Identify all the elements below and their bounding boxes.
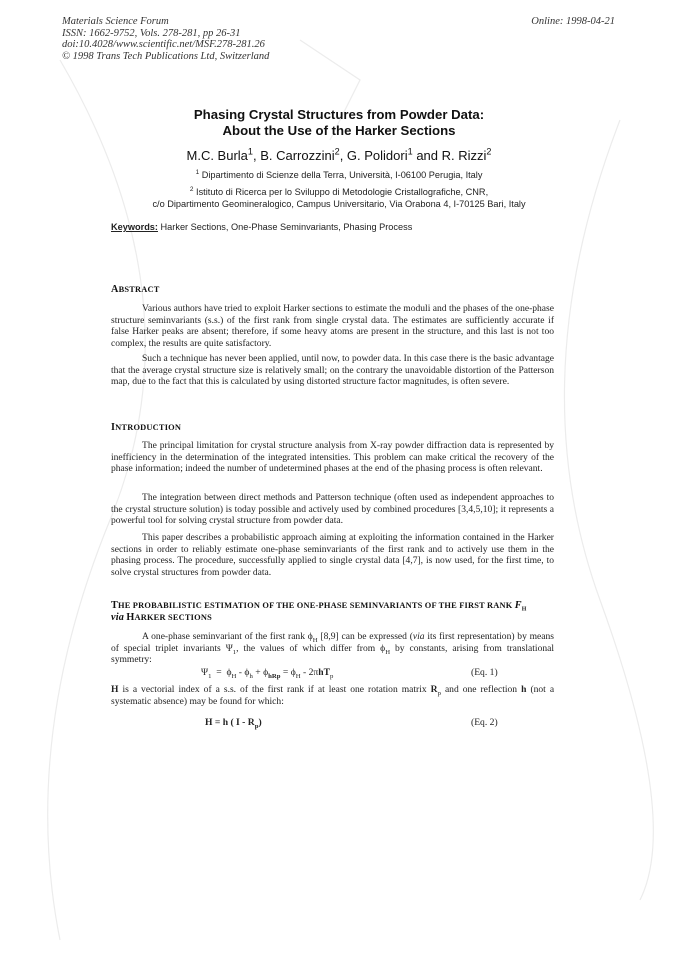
- author-burla: M.C. Burla: [186, 148, 248, 163]
- equation-1-label: (Eq. 1): [471, 667, 498, 678]
- introduction-paragraph-3: This paper describes a probabilistic approach aiming at exploiting the information contained in the Harker sections in order to reliably estimate one-phase seminvariants of the first rank and to actively use them in the phasing process. The procedure, successfully applied to single crystal data [4,7], is now used, for the first time, to solve crystal structures from powder data.: [111, 532, 554, 579]
- keywords-label: Keywords:: [111, 222, 158, 232]
- abstract-heading: ABSTRACT: [111, 284, 160, 295]
- title-line-2: About the Use of the Harker Sections: [222, 122, 456, 138]
- journal-name: Materials Science Forum: [62, 16, 169, 27]
- doi-line[interactable]: doi:10.4028/www.scientific.net/MSF.278-281.26: [62, 39, 265, 50]
- copyright-line: © 1998 Trans Tech Publications Ltd, Switzerland: [62, 50, 270, 62]
- author-carrozzini: B. Carrozzini: [260, 148, 335, 163]
- author-affil-sup: 2: [486, 146, 492, 157]
- keywords-text: Harker Sections, One-Phase Seminvariants, Phasing Process: [160, 222, 413, 232]
- affiliation-sup: 1: [195, 168, 200, 176]
- author-affil-sup: 2: [334, 146, 340, 157]
- affiliation-1: [0, 169, 678, 181]
- title-line-1: Phasing Crystal Structures from Powder Data:: [193, 107, 485, 122]
- equation-2-label: (Eq. 2): [471, 717, 498, 728]
- author-affil-sup: 1: [407, 146, 413, 157]
- online-date: Online: 1998-04-21: [531, 16, 615, 27]
- abstract-paragraph-2: Such a technique has never been applied, until now, to powder data. In this case there is the basic advantage that the average crystal structure size is relatively small; on the contrary the unavoidable distortion of the Patterson map, due to the fact that this is calculated by using distorted structure factor magnitudes, is often severe.: [111, 353, 554, 388]
- author-rizzi: R. Rizzi: [441, 148, 487, 163]
- author-affil-sup: 1: [247, 146, 253, 157]
- affiliation-1-text: Dipartimento di Scienze della Terra, Università, I-06100 Perugia, Italy: [201, 170, 483, 180]
- author-list: M.C. Burla$^1$, B. Carrozzini$^2$, G. Polidori$^1$ and R. Rizzi$^2$: [186, 146, 492, 163]
- affiliation-sup: 2: [189, 185, 194, 193]
- section-paragraph-1: A one-phase seminvariant of the first rank $\phi_H$ [8,9] can be expressed (via its first representation) by means of special triplet invariants $\Psi_1$, the values of which differ from $\phi_H$ by constants, arising from translational symmetry:: [111, 631, 555, 666]
- paper-title: [0, 107, 678, 138]
- affiliation-2-line-1: Istituto di Ricerca per lo Sviluppo di Metodologie Cristallografiche, CNR,: [196, 187, 489, 197]
- equation-2: H = h ( I - $R_p$): [205, 717, 262, 730]
- introduction-paragraph-2: The integration between direct methods and Patterson technique (often used as independent approaches to the crystal structure solution) is today possible and actively used by combined procedures [3,4,5,10]; it represents a powerful tool for solving crystal structure from powder data.: [111, 492, 554, 527]
- author-and: and: [416, 148, 439, 163]
- author-polidori: G. Polidori: [346, 148, 408, 163]
- section-paragraph-2: H is a vectorial index of a s.s. of the first rank if at least one rotation matrix $R_p$ and one reflection h (not a systematic absence) may be found for which:: [111, 684, 555, 707]
- equation-1: $\Psi_1 = \phi_H - \phi_h + \phi_{hRp} = \phi_H - 2\pi hT_p$: [201, 667, 334, 680]
- introduction-paragraph-1: The principal limitation for crystal structure analysis from X-ray powder diffraction data is represented by inefficiency in the determination of the integrated intensities. This problem can make critical the recovery of the phase information; indeed the number of undetermined phases at the end of the phasing process is often relevant.: [111, 440, 554, 475]
- issn-line: ISSN: 1662-9752, Vols. 278-281, pp 26-31: [62, 27, 241, 39]
- section-heading-probabilistic: THE PROBABILISTIC ESTIMATION OF THE ONE-PHASE SEMINVARIANTS OF THE FIRST RANK $F_H$ via HARKER SECTIONS: [111, 600, 527, 623]
- affiliation-2: [0, 186, 678, 210]
- introduction-heading: INTRODUCTION: [111, 422, 182, 433]
- journal-header: [62, 16, 269, 62]
- abstract-paragraph-1: Various authors have tried to exploit Harker sections to estimate the moduli and the phases of the one-phase structure seminvariants (s.s.) of the first rank from single crystal data. The estimates are sufficiently accurate if false Harker peaks are absent; therefore, if some heavy atoms are present in the structure, and this last is not too complex, the results are quite satisfactory.: [111, 303, 554, 350]
- affiliation-2-line-2: c/o Dipartimento Geomineralogico, Campus Universitario, Via Orabona 4, I-70125 Bari, Italy: [152, 199, 526, 209]
- keywords: [111, 222, 412, 232]
